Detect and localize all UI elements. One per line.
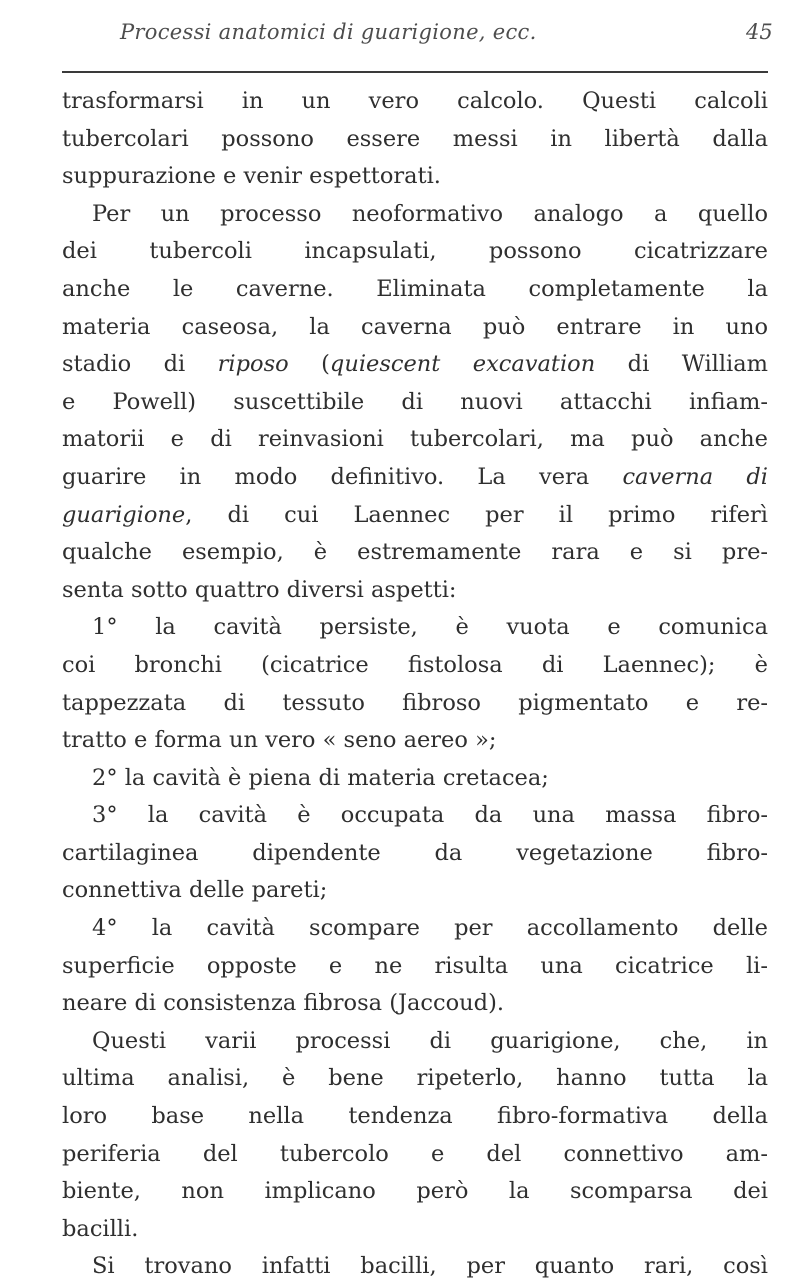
text-span: dei tubercoli incapsulati, possono cicatrizzare xyxy=(62,238,768,265)
text-line xyxy=(62,534,768,572)
text-line xyxy=(62,233,768,271)
text-span: Questi varii processi di guarigione, che, in xyxy=(92,1027,768,1054)
text-line xyxy=(62,872,768,910)
text-line xyxy=(62,1023,768,1061)
text-line xyxy=(62,985,768,1023)
text-line xyxy=(62,910,768,948)
text-span: stadio di xyxy=(62,351,218,378)
text-line xyxy=(62,1211,768,1249)
text-line xyxy=(62,572,768,610)
text-span: cartilaginea dipendente da vegetazione fibro- xyxy=(62,839,768,866)
text-span: Si trovano infatti bacilli, per quanto rari, così xyxy=(92,1253,768,1280)
text-span: tappezzata di tessuto fibroso pigmentato e re- xyxy=(62,689,768,716)
text-line xyxy=(62,685,768,723)
text-span: trasformarsi in un vero calcolo. Questi calcoli xyxy=(62,88,768,114)
text-span: 2° la cavità è piena di materia cretacea; xyxy=(92,764,549,791)
text-span: suppurazione e venir espettorati. xyxy=(62,163,441,190)
text-line xyxy=(62,722,768,760)
text-line xyxy=(62,609,768,647)
text-span: matorii e di reinvasioni tubercolari, ma può anche xyxy=(62,426,768,453)
text-span: Per un processo neoformativo analogo a quello xyxy=(92,200,768,227)
text-line xyxy=(62,158,768,196)
text-span: loro base nella tendenza fibro-formativa della xyxy=(62,1103,768,1130)
text-span: 4° la cavità scompare per accollamento delle xyxy=(92,915,768,942)
text-line xyxy=(62,1173,768,1211)
text-span: 3° la cavità è occupata da una massa fibro- xyxy=(92,802,768,829)
text-span: senta sotto quattro diversi aspetti: xyxy=(62,576,457,603)
text-span: materia caseosa, la caverna può entrare in uno xyxy=(62,313,768,340)
text-line xyxy=(62,384,768,422)
text-line xyxy=(62,83,768,121)
text-span: bacilli. xyxy=(62,1215,139,1242)
text-line xyxy=(62,1060,768,1098)
text-line xyxy=(62,948,768,986)
text-span: , di cui Laennec per il primo riferì xyxy=(185,501,768,528)
text-line xyxy=(62,1248,768,1286)
text-line xyxy=(62,835,768,873)
text-span: biente, non implicano però la scomparsa dei xyxy=(62,1178,768,1205)
text-line xyxy=(62,421,768,459)
text-span: ( xyxy=(288,351,330,378)
text-span: connettiva delle pareti; xyxy=(62,877,328,904)
text-line xyxy=(62,797,768,835)
header-rule xyxy=(62,71,768,73)
text-span: coi bronchi (cicatrice fistolosa di Laennec); è xyxy=(62,651,768,678)
text-span: superficie opposte e ne risulta una cicatrice li- xyxy=(62,952,768,979)
text-line xyxy=(62,459,768,497)
text-span: e Powell) suscettibile di nuovi attacchi infiam- xyxy=(62,388,768,415)
text-span: guarire in modo definitivo. La vera xyxy=(62,463,623,490)
text-line xyxy=(62,196,768,234)
text-span: di William xyxy=(595,351,769,378)
text-line xyxy=(62,497,768,535)
page-number: 45 xyxy=(746,20,773,44)
running-title: Processi anatomici di guarigione, ecc. xyxy=(120,20,537,44)
text-line xyxy=(62,271,768,309)
body-text xyxy=(62,83,768,1286)
text-span: neare di consistenza fibrosa (Jaccoud). xyxy=(62,990,505,1017)
italic-span: caverna di xyxy=(622,463,768,490)
text-line xyxy=(62,346,768,384)
running-header xyxy=(0,8,800,56)
text-span: tratto e forma un vero « seno aereo »; xyxy=(62,727,497,754)
italic-span: guarigione xyxy=(62,501,186,528)
text-line xyxy=(62,760,768,798)
text-line xyxy=(62,1098,768,1136)
italic-span: riposo xyxy=(217,351,289,378)
text-span: anche le caverne. Eliminata completamente la xyxy=(62,275,768,302)
text-line xyxy=(62,309,768,347)
text-span: periferia del tubercolo e del connettivo am- xyxy=(62,1140,768,1167)
text-span: 1° la cavità persiste, è vuota e comunica xyxy=(92,614,768,641)
italic-span: quiescent excavation xyxy=(329,351,596,378)
text-line xyxy=(62,121,768,159)
text-span: ultima analisi, è bene ripeterlo, hanno tutta la xyxy=(62,1065,768,1092)
text-span: qualche esempio, è estremamente rara e si pre- xyxy=(62,539,768,566)
text-span: tubercolari possono essere messi in libertà dalla xyxy=(62,125,768,152)
text-line xyxy=(62,647,768,685)
text-line xyxy=(62,1136,768,1174)
